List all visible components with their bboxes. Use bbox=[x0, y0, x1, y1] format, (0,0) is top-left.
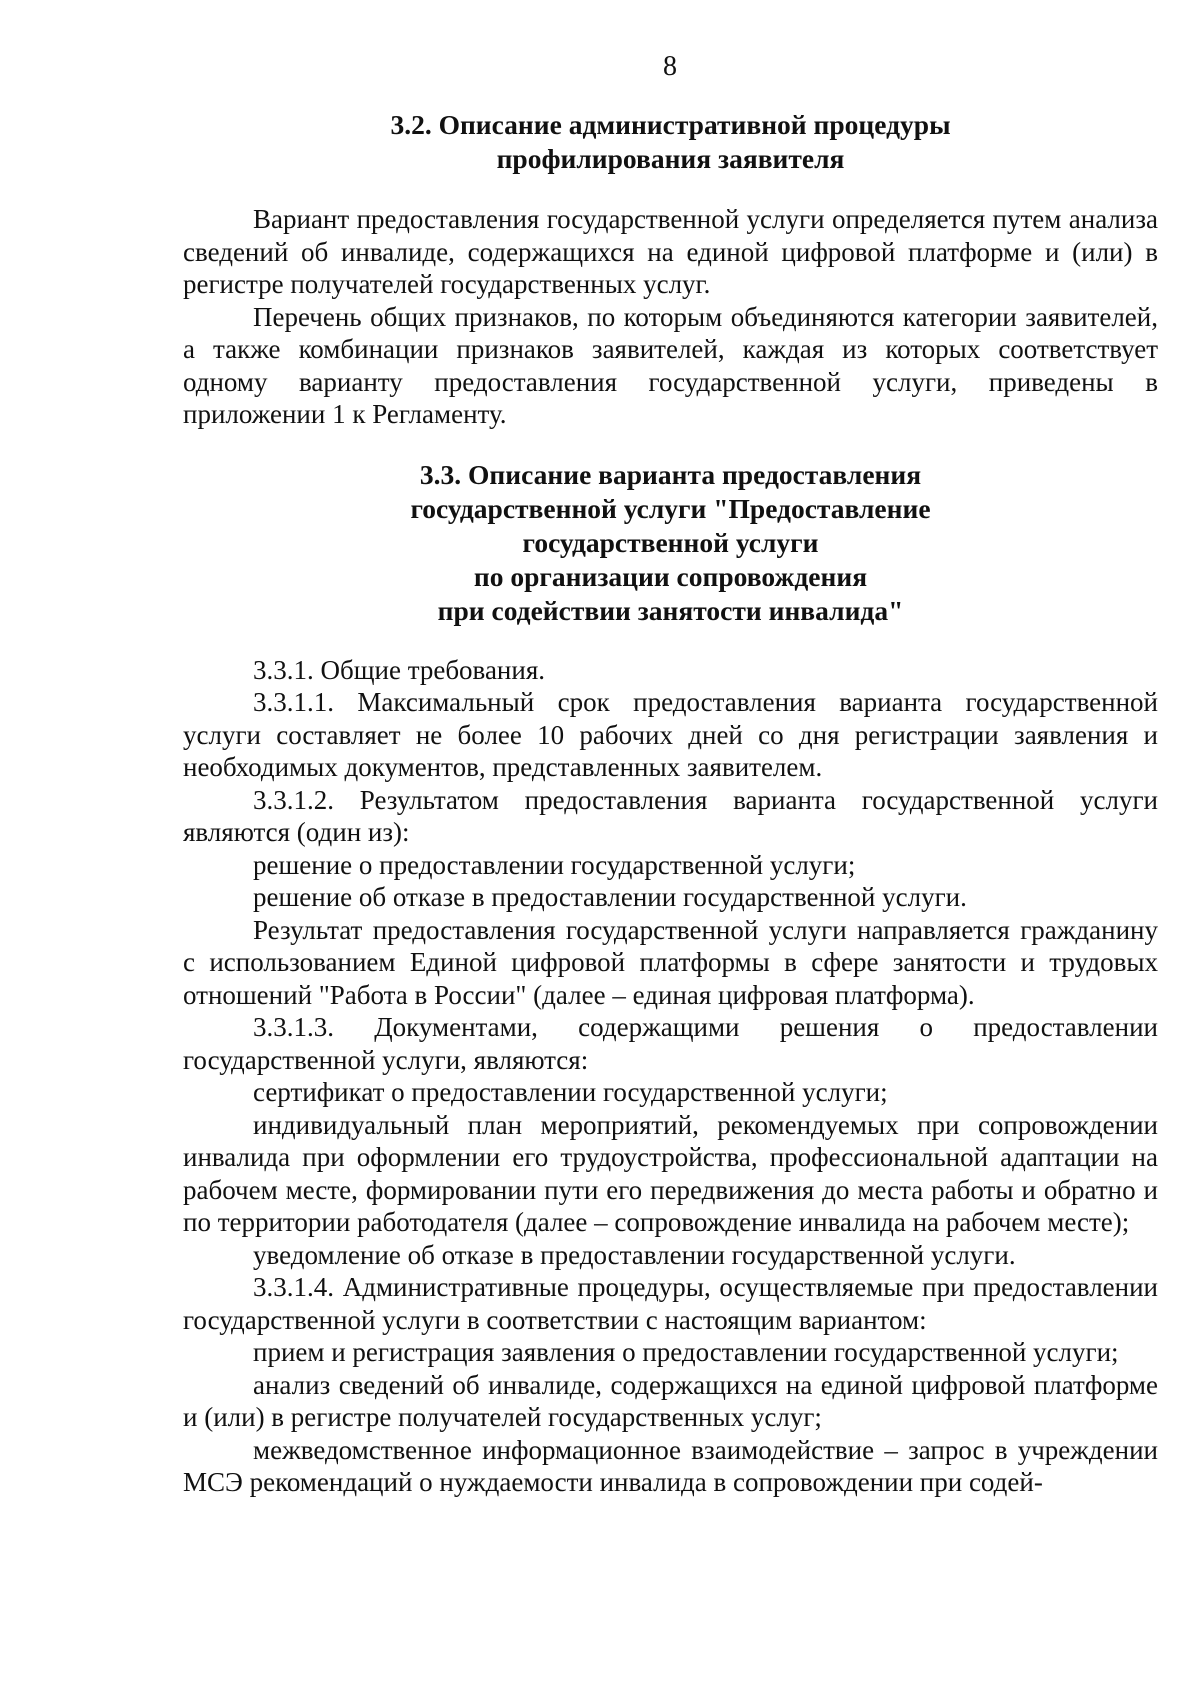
heading-line: государственной услуги "Предоставление bbox=[410, 492, 931, 524]
paragraph: 3.3.1. Общие требования. bbox=[253, 654, 546, 685]
heading-line: 3.2. Описание административной процедуры bbox=[390, 109, 951, 140]
paragraph: прием и регистрация заявления о предоставлении государственной услуги; bbox=[253, 1337, 1119, 1367]
paragraph: Результат предоставления государственной услуги направляется гражданину с использованием Единой цифровой платформы в сфере занятости и трудовых отношений "Работа в России" (далее – единая цифровая платформа). bbox=[183, 914, 1158, 1010]
heading-line: профилирования заявителя bbox=[496, 143, 845, 174]
paragraph: индивидуальный план мероприятий, рекомендуемых при сопровождении инвалида при оформлении его трудоустройства, профессиональной адаптации на рабочем месте, формировании пути его передвижения до места работы и обратно и по территории работодателя (далее – сопровождение инвалида на рабочем месте); bbox=[183, 1109, 1158, 1237]
paragraph: сертификат о предоставлении государственной услуги; bbox=[253, 1077, 888, 1107]
paragraph: межведомственное информационное взаимодействие – запрос в учреждении МСЭ рекомендаций о нуждаемости инвалида в сопровождении при содей- bbox=[183, 1434, 1158, 1497]
paragraph: уведомление об отказе в предоставлении государственной услуги. bbox=[253, 1239, 1016, 1270]
section-3-2-heading bbox=[183, 108, 1158, 176]
paragraph: 3.3.1.4. Административные процедуры, осуществляемые при предоставлении государственной услуги в соответствии с настоящим вариантом: bbox=[183, 1272, 1158, 1335]
paragraph: 3.3.1.1. Максимальный срок предоставления варианта государственной услуги составляет не более 10 рабочих дней со дня регистрации заявления и необходимых документов, представленных заявителем. bbox=[183, 687, 1158, 782]
paragraph: решение о предоставлении государственной услуги; bbox=[253, 849, 856, 880]
heading-line: при содействии занятости инвалида" bbox=[437, 594, 904, 626]
section-3-3-heading bbox=[183, 458, 1158, 628]
page-number: 8 bbox=[663, 51, 677, 82]
heading-line: по организации сопровождения bbox=[473, 560, 868, 592]
heading-line: 3.3. Описание варианта предоставления bbox=[419, 458, 922, 490]
paragraph: анализ сведений об инвалиде, содержащихся на единой цифровой платформе и (или) в регистре получателей государственных услуг; bbox=[183, 1369, 1158, 1432]
paragraph: Вариант предоставления государственной услуги определяется путем анализа сведений об инвалиде, содержащихся на единой цифровой платформе и (или) в регистре получателей государственных услуг. bbox=[183, 204, 1158, 299]
paragraph: Перечень общих признаков, по которым объединяются категории заявителей, а также комбинации признаков заявителей, каждая из которых соответствует одному варианту предоставления государственной услуги, приведены в приложении 1 к Регламенту. bbox=[183, 301, 1158, 429]
paragraph: 3.3.1.3. Документами, содержащими решения о предоставлении государственной услуги, являются: bbox=[183, 1012, 1158, 1075]
heading-line: государственной услуги bbox=[522, 526, 819, 558]
paragraph: решение об отказе в предоставлении государственной услуги. bbox=[253, 882, 967, 912]
paragraph: 3.3.1.2. Результатом предоставления варианта государственной услуги являются (один из): bbox=[183, 784, 1158, 847]
document-body bbox=[183, 108, 1158, 1499]
